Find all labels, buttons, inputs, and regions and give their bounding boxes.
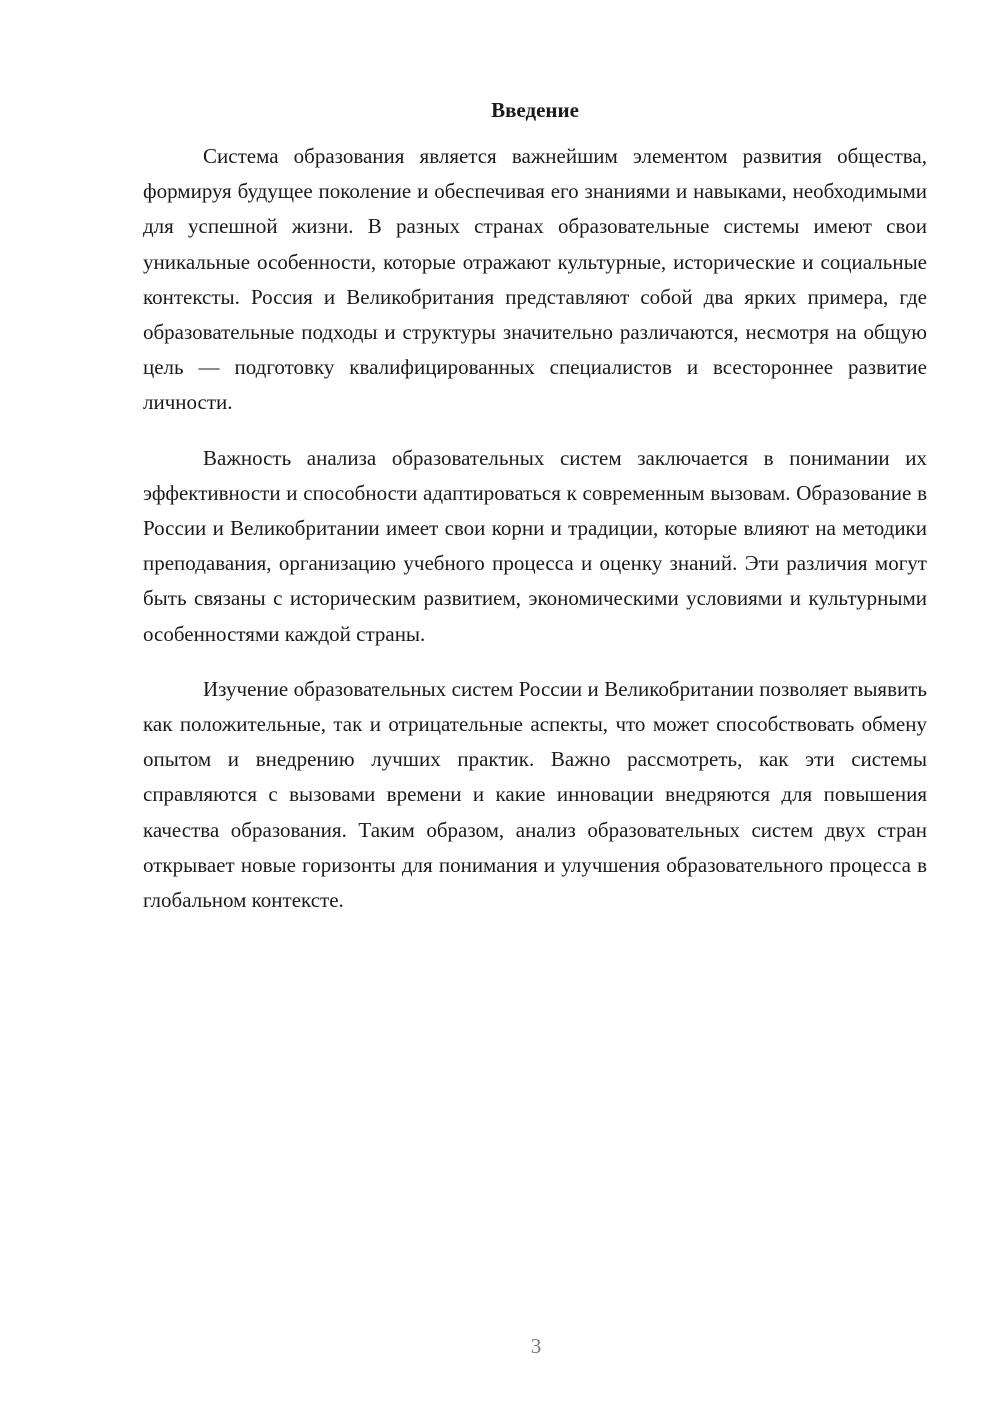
paragraph-3: Изучение образовательных систем России и Великобритании позволяет выявить как положительные, так и отрицательные аспекты, что может способствовать обмену опытом и внедрению лучших практик. Важно рассмотреть, как эти системы справляются с вызовами времени и какие инновации внедряются для повышения качества образования. Таким образом, анализ образовательных систем двух стран открывает новые горизонты для понимания и улучшения образовательного процесса в глобальном контексте.	[143, 676, 927, 913]
page-number: 3	[530, 1334, 542, 1358]
paragraph-1: Система образования является важнейшим элементом развития общества, формируя будущее поколение и обеспечивая его знаниями и навыками, необходимыми для успешной жизни. В разных странах образовательные системы имеют свои уникальные особенности, которые отражают культурные, исторические и социальные контексты. Россия и Великобритания представляют собой два ярких примера, где образовательные подходы и структуры значительно различаются, несмотря на общую цель — подготовку квалифицированных специалистов и всестороннее развитие личности.	[143, 144, 927, 415]
section-title: Введение	[491, 98, 579, 122]
paragraph-2: Важность анализа образовательных систем заключается в понимании их эффективности и способности адаптироваться к современным вызовам. Образование в России и Великобритании имеет свои корни и традиции, которые влияют на методики преподавания, организацию учебного процесса и оценку знаний. Эти различия могут быть связаны с историческим развитием, экономическими условиями и культурными особенностями каждой страны.	[143, 445, 927, 646]
page-content	[143, 96, 927, 938]
